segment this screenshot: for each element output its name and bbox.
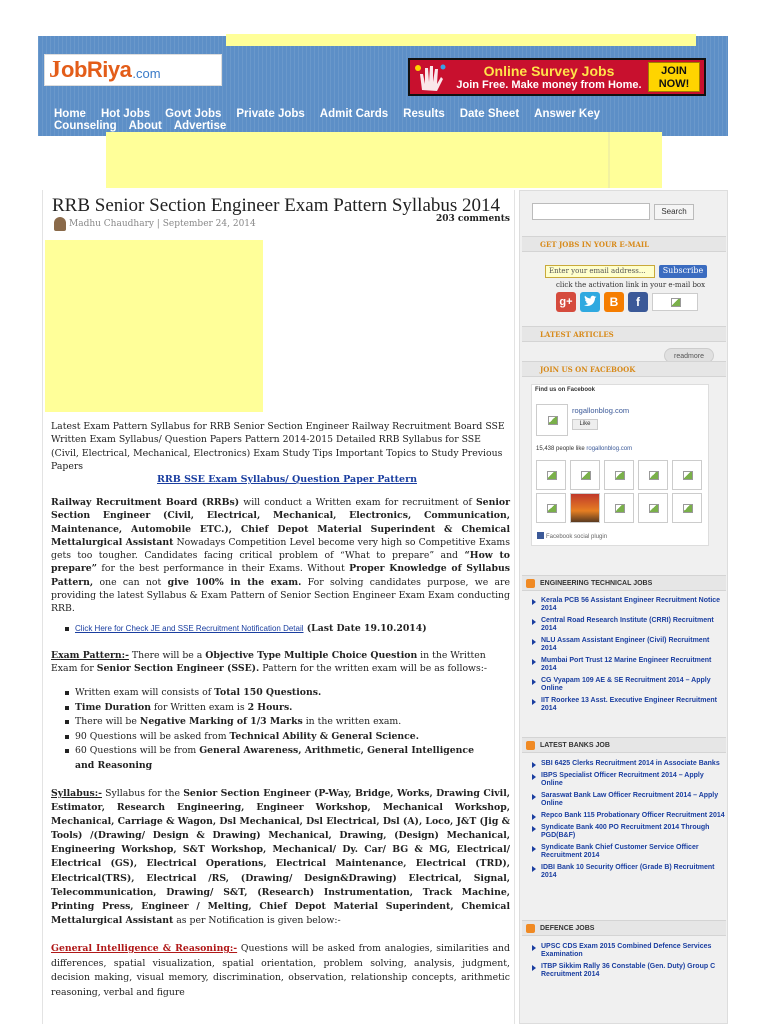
fb-fan-avatar[interactable] — [536, 493, 566, 523]
exam-pattern-label: Exam Pattern:- — [51, 650, 129, 661]
job-link[interactable]: Syndicate Bank Chief Customer Service Officer Recruitment 2014 — [530, 844, 726, 860]
logo-text: obRiya — [61, 57, 132, 82]
author-line[interactable]: Madhu Chaudhary | September 24, 2014 — [69, 219, 256, 229]
notification-list — [62, 622, 502, 637]
engineering-jobs-list — [530, 597, 726, 717]
fb-count-text: 15,438 people like — [536, 446, 587, 452]
bold-span: Time Duration — [75, 701, 151, 713]
join-now-button[interactable]: JOIN NOW! — [648, 62, 700, 92]
content-ad-slot — [45, 240, 263, 412]
syllabus-subhead-link[interactable]: RRB SSE Exam Syllabus/ Question Paper Pattern — [157, 474, 417, 485]
header-ad-slot — [106, 132, 662, 188]
list-item — [62, 686, 482, 701]
nav-results[interactable]: Results — [403, 108, 445, 120]
fb-fan-photo[interactable] — [570, 493, 600, 523]
rss-icon — [526, 741, 535, 750]
exam-pattern-paragraph — [51, 649, 510, 676]
notification-link[interactable]: Click Here for Check JE and SSE Recruitment Notification Detail — [75, 624, 304, 633]
fb-fan-avatar[interactable] — [604, 460, 634, 490]
question-type: Objective Type Multiple Choice Question — [205, 650, 418, 661]
bold-span: General Awareness, Arithmetic, General Intelligence and Reasoning — [75, 745, 474, 771]
rrb-paragraph — [51, 496, 510, 616]
google-plus-icon[interactable]: g+ — [556, 292, 576, 312]
give-100: give 100% in the exam. — [167, 576, 302, 588]
fb-plugin-text: Facebook social plugin — [546, 534, 608, 540]
text-span: For solving candidates purpose, we are providing the latest Syllabus & Exam Pattern of Senior Section Engineer Exam Exam conducting RRB. — [51, 576, 510, 615]
search-input[interactable] — [532, 203, 650, 220]
nav-private-jobs[interactable]: Private Jobs — [236, 108, 305, 120]
blogger-icon[interactable]: B — [604, 292, 624, 312]
gi-label: General Intelligence & Reasoning:- — [51, 943, 238, 954]
fb-like-button[interactable]: Like — [572, 419, 598, 430]
feed-image[interactable] — [652, 293, 698, 311]
bold-span: 2 Hours. — [247, 701, 293, 713]
facebook-icon[interactable]: f — [628, 292, 648, 312]
text-span: Written exam will consists of — [75, 687, 215, 698]
job-link[interactable]: IBPS Specialist Officer Recruitment 2014 – Apply Online — [530, 772, 726, 788]
text-span: in the Written Exam for — [51, 650, 486, 675]
job-link[interactable]: IIT Roorkee 13 Asst. Executive Engineer Recruitment 2014 — [530, 697, 726, 713]
ad-subline: Join Free. Make money from Home. — [456, 78, 642, 91]
text-span: in the written exam. — [302, 716, 402, 727]
site-logo[interactable] — [44, 54, 222, 86]
job-link[interactable]: Saraswat Bank Law Officer Recruitment 2014 – Apply Online — [530, 792, 726, 808]
fb-page-name[interactable]: rogallonblog.com — [572, 406, 630, 415]
text-span: for the best performance in their Exams. Without — [97, 563, 350, 575]
rrb-name: Railway Recruitment Board (RRBs) — [51, 497, 240, 508]
nav-admit-cards[interactable]: Admit Cards — [319, 108, 389, 120]
main-nav — [54, 108, 714, 132]
bold-span: Technical Ability & General Science. — [229, 730, 419, 742]
gi-paragraph — [51, 942, 510, 1000]
list-item — [62, 701, 482, 716]
text-span: Nowadays Competition Level become very high so Competitive Exams gets too tougher. Candidates facing critical problem of “What to prepare” and — [51, 536, 510, 562]
fb-fan-avatar[interactable] — [638, 493, 668, 523]
job-link[interactable]: Repco Bank 115 Probationary Officer Recruitment 2014 — [530, 812, 726, 820]
nav-hot-jobs[interactable]: Hot Jobs — [100, 108, 151, 120]
fb-like-count — [536, 446, 632, 452]
email-widget-title: GET JOBS IN YOUR E-MAIL — [522, 236, 726, 252]
list-item — [62, 622, 502, 637]
rss-icon — [526, 579, 535, 588]
readmore-button[interactable]: readmore — [664, 348, 714, 363]
logo-domain: .com — [132, 65, 161, 81]
bold-span: Negative Marking of 1/3 Marks — [139, 716, 303, 727]
facebook-small-icon — [537, 532, 544, 539]
nav-advertise[interactable]: Advertise — [173, 120, 227, 132]
fb-fan-avatar[interactable] — [672, 460, 702, 490]
posts-list: Senior Section Engineer (P-Way, Bridge, Works, Drawing Civil, Estimator, Research Engineering, Engineer Workshop, Mechanical Workshop, Mechanical, Carriage & Wagon, Dsl Mechanical, Dsl Electrical, Dsl (A), Loco, J&T (Jig & Tools) /(Drawing/ Design & Drawing) Mechanical, Drawing, (Design) Mechanical, Engineering Workshop, S&T Workshop, Mechanical/ Dy. Car/ BG & MG, Electrical/ Electrical (GS), Electrical Operations, Electrical Maintenance, Electrical (TRD), Electrical(TRS), Electrical /RS, (Drawing/ Design&Drawing) Electrical, Signal, Telecommunication, Drawing/ S&T, (Research) Instrumentation, Track Machine, Printing Press, Engineer / Melting, Chief Depot Material Superindent, Chemical Mettalurgical Assistant — [51, 788, 510, 926]
job-link[interactable]: NLU Assam Assistant Engineer (Civil) Recruitment 2014 — [530, 637, 726, 653]
facebook-widget-title: JOIN US ON FACEBOOK — [522, 361, 726, 377]
latest-articles-title: LATEST ARTICLES — [522, 326, 726, 342]
survey-ad-banner[interactable] — [408, 58, 706, 96]
fb-count-link[interactable]: rogallonblog.com — [586, 446, 633, 452]
nav-home[interactable]: Home — [54, 108, 86, 120]
fb-find-us: Find us on Facebook — [535, 387, 596, 393]
how-to-prepare: “How to prepare” — [51, 550, 510, 575]
comment-count[interactable]: 203 comments — [436, 214, 510, 224]
twitter-icon[interactable] — [580, 292, 600, 312]
post-title[interactable]: RRB Senior Section Engineer Exam Pattern Syllabus 2014 — [52, 195, 501, 216]
job-link[interactable]: IDBI Bank 10 Security Officer (Grade B) Recruitment 2014 — [530, 864, 726, 880]
intro-paragraph: Latest Exam Pattern Syllabus for RRB Senior Section Engineer Railway Recruitment Board SSE Written Exam Syllabus/ Question Papers Pattern 2014-2015 Detailed RRB Syllabus for SSE (Civil, Electrical, Mechanical, Electronics) Exam Study Tips Important Topics to Study Previous Papers — [51, 421, 505, 472]
text-span: one can not — [93, 576, 168, 588]
nav-govt-jobs[interactable]: Govt Jobs — [165, 108, 222, 120]
rss-icon — [526, 924, 535, 933]
sse-label: Senior Section Engineer (SSE). — [96, 663, 260, 675]
nav-counseling[interactable]: Counseling — [54, 120, 117, 132]
bold-span: Total 150 Questions. — [214, 687, 322, 698]
bank-jobs-list — [530, 760, 726, 884]
text-span: 60 Questions will be from — [75, 745, 200, 756]
text-span: Pattern for the written exam will be as follows:- — [259, 663, 488, 675]
engineering-jobs-title — [522, 575, 726, 591]
text-span: Syllabus for the — [102, 788, 184, 799]
fb-fan-avatar[interactable] — [672, 493, 702, 523]
job-link[interactable]: SBI 6425 Clerks Recruitment 2014 in Associate Banks — [530, 760, 726, 768]
ad-headline: Online Survey Jobs — [483, 62, 615, 79]
job-link[interactable]: Syndicate Bank 400 PO Recruitment 2014 Through PGD(B&F) — [530, 824, 726, 840]
text-span: will conduct a Written exam for recruitment of — [239, 497, 476, 508]
text-span: There will be a — [128, 650, 206, 661]
defence-jobs-title — [522, 920, 726, 936]
text-span: as per Notification is given below:- — [173, 914, 341, 926]
text-span: for Written exam is — [150, 701, 248, 713]
top-ad-slot — [226, 34, 696, 46]
fb-fan-avatar[interactable] — [570, 460, 600, 490]
job-link[interactable]: CG Vyapam 109 AE & SE Recruitment 2014 – Apply Online — [530, 677, 726, 693]
list-item — [62, 730, 482, 745]
last-date: (Last Date 19.10.2014) — [303, 623, 427, 634]
job-link[interactable]: Kerala PCB 56 Assistant Engineer Recruitment Notice 2014 — [530, 597, 726, 613]
post-meta — [54, 217, 256, 231]
hand-icon — [410, 60, 450, 94]
list-item — [62, 744, 482, 773]
nav-about[interactable]: About — [128, 120, 162, 132]
job-link[interactable]: UPSC CDS Exam 2015 Combined Defence Services Examination — [530, 943, 726, 959]
defence-jobs-label: DEFENCE JOBS — [540, 925, 595, 932]
text-span: 90 Questions will be asked from — [75, 730, 230, 742]
syllabus-knowledge: Proper Knowledge of Syllabus Pattern, — [51, 563, 510, 588]
posts-list: Senior Section Engineer (Civil, Electrical, Mechanical, Electronics, Communication, Maintenance, Automobile ETC.), Chief Depot Material Superindent & Chemical Mettalurgical Assistant — [51, 497, 510, 548]
nav-answer-key[interactable]: Answer Key — [534, 108, 600, 120]
author-avatar — [54, 217, 66, 231]
email-field[interactable]: Enter your email address... — [545, 265, 655, 278]
activation-note: click the activation link in your e-mail box — [556, 281, 706, 289]
bank-jobs-title — [522, 737, 726, 753]
fb-page-avatar[interactable] — [536, 404, 568, 436]
job-link[interactable]: ITBP Sikkim Rally 36 Constable (Gen. Duty) Group C Recruitment 2014 — [530, 963, 726, 979]
text-span: There will be — [75, 716, 140, 727]
syllabus-paragraph — [51, 787, 510, 928]
fb-fan-avatar[interactable] — [536, 460, 566, 490]
fb-fan-avatar[interactable] — [604, 493, 634, 523]
job-link[interactable]: Mumbai Port Trust 12 Marine Engineer Recruitment 2014 — [530, 657, 726, 673]
list-item — [62, 715, 482, 730]
search-button[interactable]: Search — [654, 204, 694, 220]
job-link[interactable]: Central Road Research Institute (CRRI) Recruitment 2014 — [530, 617, 726, 633]
subscribe-button[interactable]: Subscribe — [659, 265, 707, 278]
fb-fan-avatar[interactable] — [638, 460, 668, 490]
bank-jobs-label: LATEST BANKS JOB — [540, 742, 610, 749]
nav-date-sheet[interactable]: Date Sheet — [459, 108, 520, 120]
fb-plugin-note — [537, 532, 607, 540]
defence-jobs-list — [530, 943, 726, 983]
exam-bullets — [62, 686, 482, 773]
text-span: Questions will be asked from analogies, similarities and differences, spatial visualization, spatial orientation, problem solving, analysis, judgment, decision making, visual memory, discrimination, observation, relationship concepts, arithmetic reasoning, verbal and figure — [51, 943, 510, 998]
syllabus-label: Syllabus:- — [51, 788, 102, 799]
engineering-jobs-label: ENGINEERING TECHNICAL JOBS — [540, 580, 653, 587]
logo-j: J — [49, 56, 61, 83]
